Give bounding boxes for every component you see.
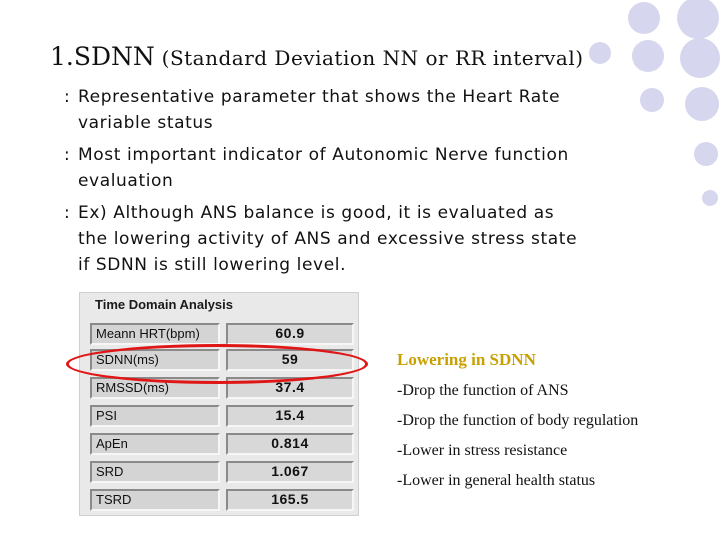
row-label: SDNN(ms) — [90, 349, 220, 371]
row-value: 15.4 — [226, 405, 354, 427]
table-row — [90, 461, 355, 483]
row-label: TSRD — [90, 489, 220, 511]
bullet-mark: : — [64, 203, 71, 223]
row-value: 60.9 — [226, 323, 354, 345]
slide-title — [50, 42, 584, 71]
title-subtitle: (Standard Deviation NN or RR interval) — [154, 46, 584, 70]
table-row — [90, 405, 355, 427]
bullet-text: Ex) Although ANS balance is good, it is evaluated as the lowering activity of ANS and excessive stress state if SDNN is still lowering level. — [78, 203, 578, 275]
row-label: SRD — [90, 461, 220, 483]
time-domain-panel — [79, 292, 359, 516]
row-label: ApEn — [90, 433, 220, 455]
table-row — [90, 433, 355, 455]
bullet-mark: : — [64, 145, 71, 165]
effects-title: Lowering in SDNN — [397, 350, 536, 369]
row-label: PSI — [90, 405, 220, 427]
table-row — [90, 489, 355, 511]
bullet-item — [64, 142, 624, 194]
bullet-text: Representative parameter that shows the Heart Rate variable status — [78, 87, 561, 133]
sdnn-effects — [397, 350, 717, 501]
row-value: 59 — [226, 349, 354, 371]
bullet-list — [64, 84, 624, 284]
row-value: 37.4 — [226, 377, 354, 399]
row-value: 165.5 — [226, 489, 354, 511]
effect-item: -Lower in stress resistance — [397, 442, 568, 459]
bullet-item — [64, 84, 624, 136]
row-value: 0.814 — [226, 433, 354, 455]
effect-item: -Drop the function of body regulation — [397, 412, 639, 429]
effect-item: -Drop the function of ANS — [397, 382, 569, 399]
effect-item: -Lower in general health status — [397, 472, 596, 489]
row-label: RMSSD(ms) — [90, 377, 220, 399]
bullet-text: Most important indicator of Autonomic Nerve function evaluation — [78, 145, 569, 191]
sdnn-highlight-ellipse — [66, 344, 368, 384]
row-label: Meann HRT(bpm) — [90, 323, 220, 345]
table-row — [90, 323, 355, 345]
title-main: 1.SDNN — [50, 42, 155, 71]
bullet-mark: : — [64, 87, 71, 107]
bullet-item — [64, 200, 624, 278]
panel-title: Time Domain Analysis — [95, 297, 233, 312]
row-value: 1.067 — [226, 461, 354, 483]
